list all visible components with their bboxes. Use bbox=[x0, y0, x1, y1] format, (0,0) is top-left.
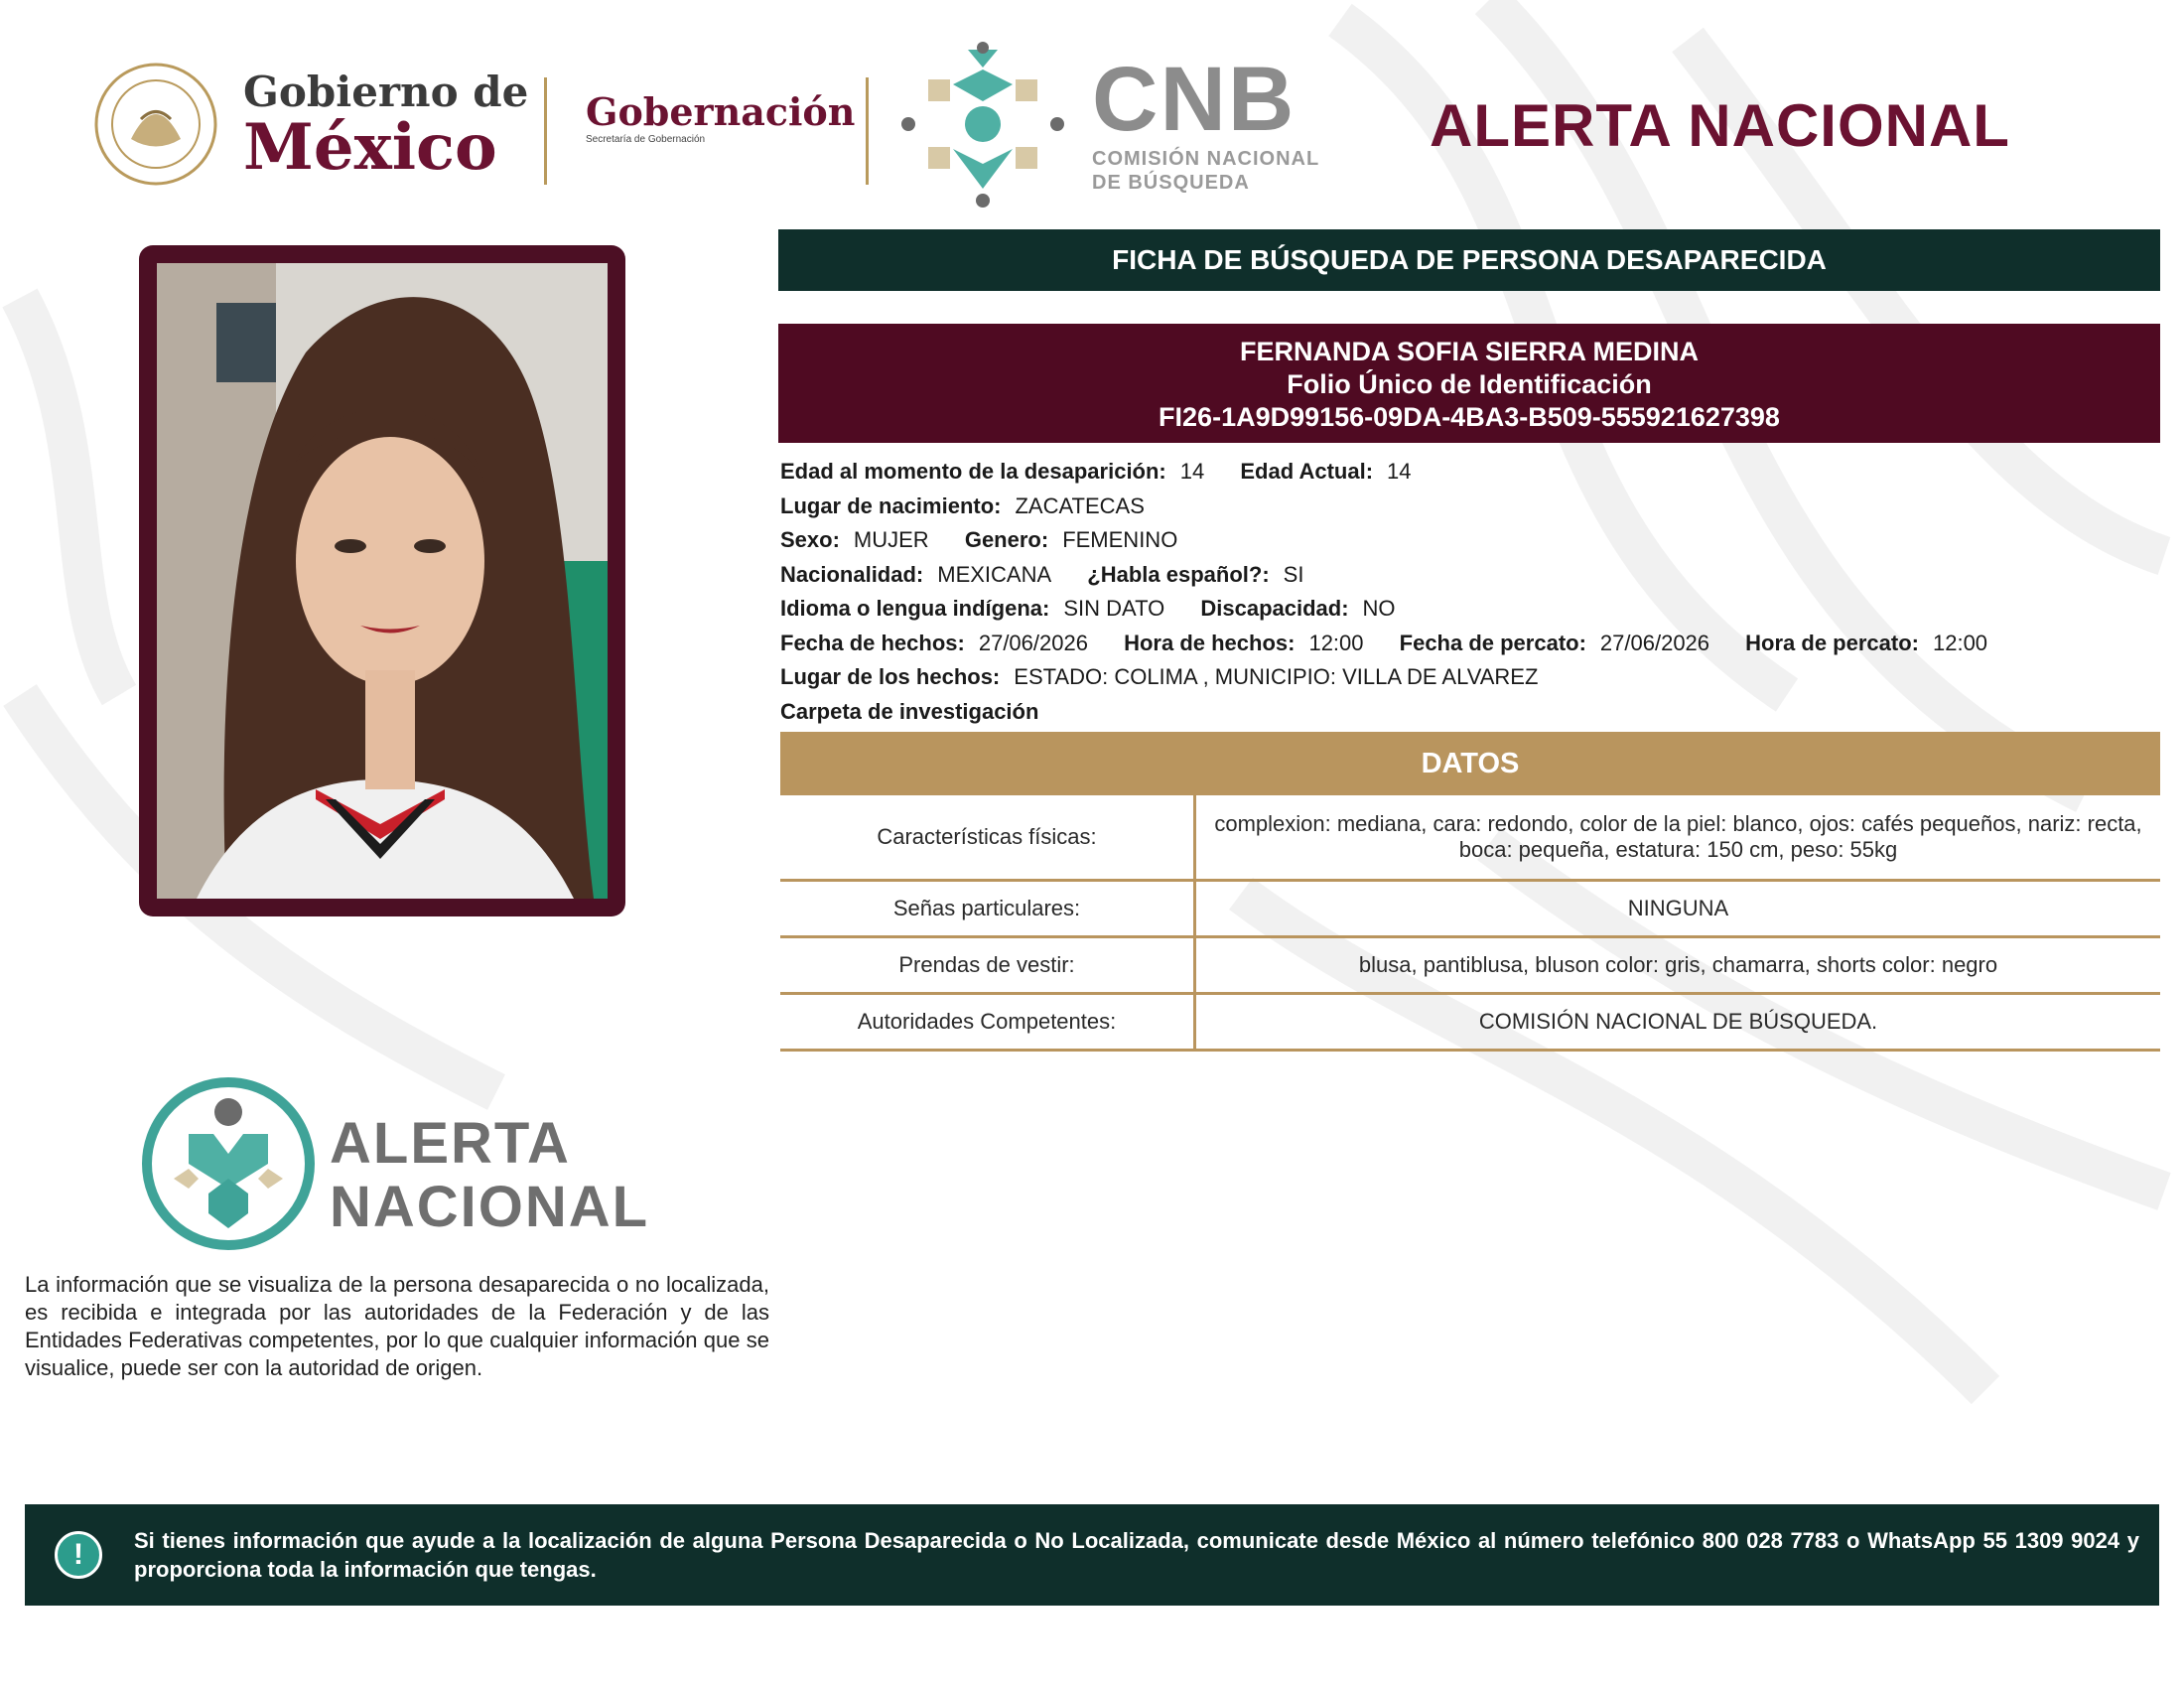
table-row bbox=[780, 994, 2160, 1051]
detail-value: FEMENINO bbox=[1062, 527, 1178, 552]
missing-person-photo bbox=[157, 263, 608, 899]
gobierno-de-mexico-logo bbox=[243, 68, 541, 185]
detail-row bbox=[780, 660, 2160, 695]
detail-row bbox=[780, 627, 2160, 661]
datos-header: DATOS bbox=[780, 732, 2160, 795]
detail-row bbox=[780, 558, 2160, 593]
divider bbox=[544, 77, 547, 185]
disclaimer-text: La información que se visualiza de la persona desaparecida o no localizada, es recibida e integrada por las autoridades de la Federación y de las Entidades Federativas competentes, por lo que cualquier información que se visualice, puede ser con la autoridad de origen. bbox=[25, 1272, 769, 1380]
detail-value: 27/06/2026 bbox=[1599, 630, 1710, 655]
gobernacion-logo bbox=[586, 91, 864, 147]
detail-value: 14 bbox=[1387, 459, 1412, 484]
table-cell-value: blusa, pantiblusa, bluson color: gris, chamarra, shorts color: negro bbox=[1195, 937, 2161, 994]
detail-value: NO bbox=[1362, 596, 1396, 621]
detail-label: Hora de percato: bbox=[1745, 630, 1919, 655]
detail-value: MUJER bbox=[853, 527, 929, 552]
gob-line1: Gobierno de bbox=[243, 68, 529, 116]
person-details bbox=[780, 455, 2160, 729]
detail-label: Fecha de percato: bbox=[1399, 630, 1586, 655]
gobernacion-title: Gobernación bbox=[586, 89, 856, 134]
detail-value: 27/06/2026 bbox=[978, 630, 1088, 655]
detail-row bbox=[780, 523, 2160, 558]
cnb-acronym: CNB bbox=[1092, 49, 1297, 150]
detail-label: Hora de hechos: bbox=[1124, 630, 1296, 655]
gobernacion-subtitle: Secretaría de Gobernación bbox=[586, 134, 706, 145]
cnb-line2: DE BÚSQUEDA bbox=[1092, 172, 1250, 194]
alerta-line2: NACIONAL bbox=[330, 1175, 650, 1239]
person-id-box bbox=[778, 324, 2160, 443]
detail-value: ESTADO: COLIMA , MUNICIPIO: VILLA DE ALVAREZ bbox=[1014, 664, 1539, 689]
table-row bbox=[780, 795, 2160, 881]
gob-line2: México bbox=[243, 110, 497, 185]
table-cell-label: Características físicas: bbox=[780, 795, 1195, 881]
detail-label: Carpeta de investigación bbox=[780, 698, 1039, 724]
mexico-seal-logo bbox=[91, 60, 220, 189]
detail-label: Edad Actual: bbox=[1240, 459, 1374, 484]
detail-label: Fecha de hechos: bbox=[780, 630, 965, 655]
table-cell-value: NINGUNA bbox=[1195, 881, 2161, 937]
table-row bbox=[780, 881, 2160, 937]
detail-value: MEXICANA bbox=[937, 561, 1052, 587]
detail-label: Edad al momento de la desaparición: bbox=[780, 459, 1166, 484]
detail-row bbox=[780, 592, 2160, 627]
cnb-emblem-icon bbox=[898, 40, 1067, 209]
detail-row bbox=[780, 455, 2160, 490]
alerta-line1: ALERTA bbox=[330, 1111, 571, 1176]
detail-value: ZACATECAS bbox=[1015, 492, 1145, 518]
alert-title: ALERTA NACIONAL bbox=[1430, 92, 2010, 159]
detail-label: Discapacidad: bbox=[1200, 596, 1349, 621]
detail-value: SIN DATO bbox=[1063, 596, 1165, 621]
table-cell-label: Autoridades Competentes: bbox=[780, 994, 1195, 1051]
ficha-title-bar: FICHA DE BÚSQUEDA DE PERSONA DESAPARECIDA bbox=[778, 229, 2160, 291]
contact-footer bbox=[25, 1504, 2159, 1606]
detail-row bbox=[780, 490, 2160, 524]
person-name: FERNANDA SOFIA SIERRA MEDINA bbox=[1239, 337, 1699, 366]
table-cell-label: Prendas de vestir: bbox=[780, 937, 1195, 994]
datos-table bbox=[780, 795, 2160, 1052]
detail-value: 12:00 bbox=[1932, 630, 1988, 655]
table-cell-label: Señas particulares: bbox=[780, 881, 1195, 937]
detail-value: 12:00 bbox=[1308, 630, 1364, 655]
alerta-nacional-icon bbox=[139, 1074, 318, 1253]
folio-label: Folio Único de Identificación bbox=[1287, 369, 1652, 399]
folio-number: FI26-1A9D99156-09DA-4BA3-B509-555921627398 bbox=[1159, 402, 1780, 432]
divider bbox=[866, 77, 869, 185]
alerta-nacional-wordmark bbox=[330, 1112, 667, 1239]
detail-label: Nacionalidad: bbox=[780, 561, 924, 587]
table-cell-value: complexion: mediana, cara: redondo, color de la piel: blanco, ojos: cafés pequeños, nariz: recta, boca: pequeña, estatura: 150 cm, peso: 55kg bbox=[1195, 795, 2161, 881]
detail-label: Lugar de los hechos: bbox=[780, 664, 1001, 689]
detail-label: Idioma o lengua indígena: bbox=[780, 596, 1050, 621]
detail-value: 14 bbox=[1179, 459, 1205, 484]
detail-value: SI bbox=[1283, 561, 1304, 587]
table-row bbox=[780, 937, 2160, 994]
detail-row bbox=[780, 695, 2160, 730]
detail-label: Lugar de nacimiento: bbox=[780, 492, 1002, 518]
table-cell-value: COMISIÓN NACIONAL DE BÚSQUEDA. bbox=[1195, 994, 2161, 1051]
detail-label: Genero: bbox=[964, 527, 1049, 552]
cnb-line1: COMISIÓN NACIONAL bbox=[1092, 148, 1320, 170]
detail-label: Sexo: bbox=[780, 527, 840, 552]
footer-contact-text: Si tienes información que ayude a la localización de alguna Persona Desaparecida o No Localizada, comunicate desde México al número telefónico 800 028 7783 o WhatsApp 55 1309 9024 y proporciona toda la información que tengas. bbox=[134, 1528, 2139, 1582]
cnb-logo-text bbox=[1092, 49, 1350, 195]
detail-label: ¿Habla español?: bbox=[1087, 561, 1270, 587]
exclamation-icon: ! bbox=[55, 1531, 102, 1579]
